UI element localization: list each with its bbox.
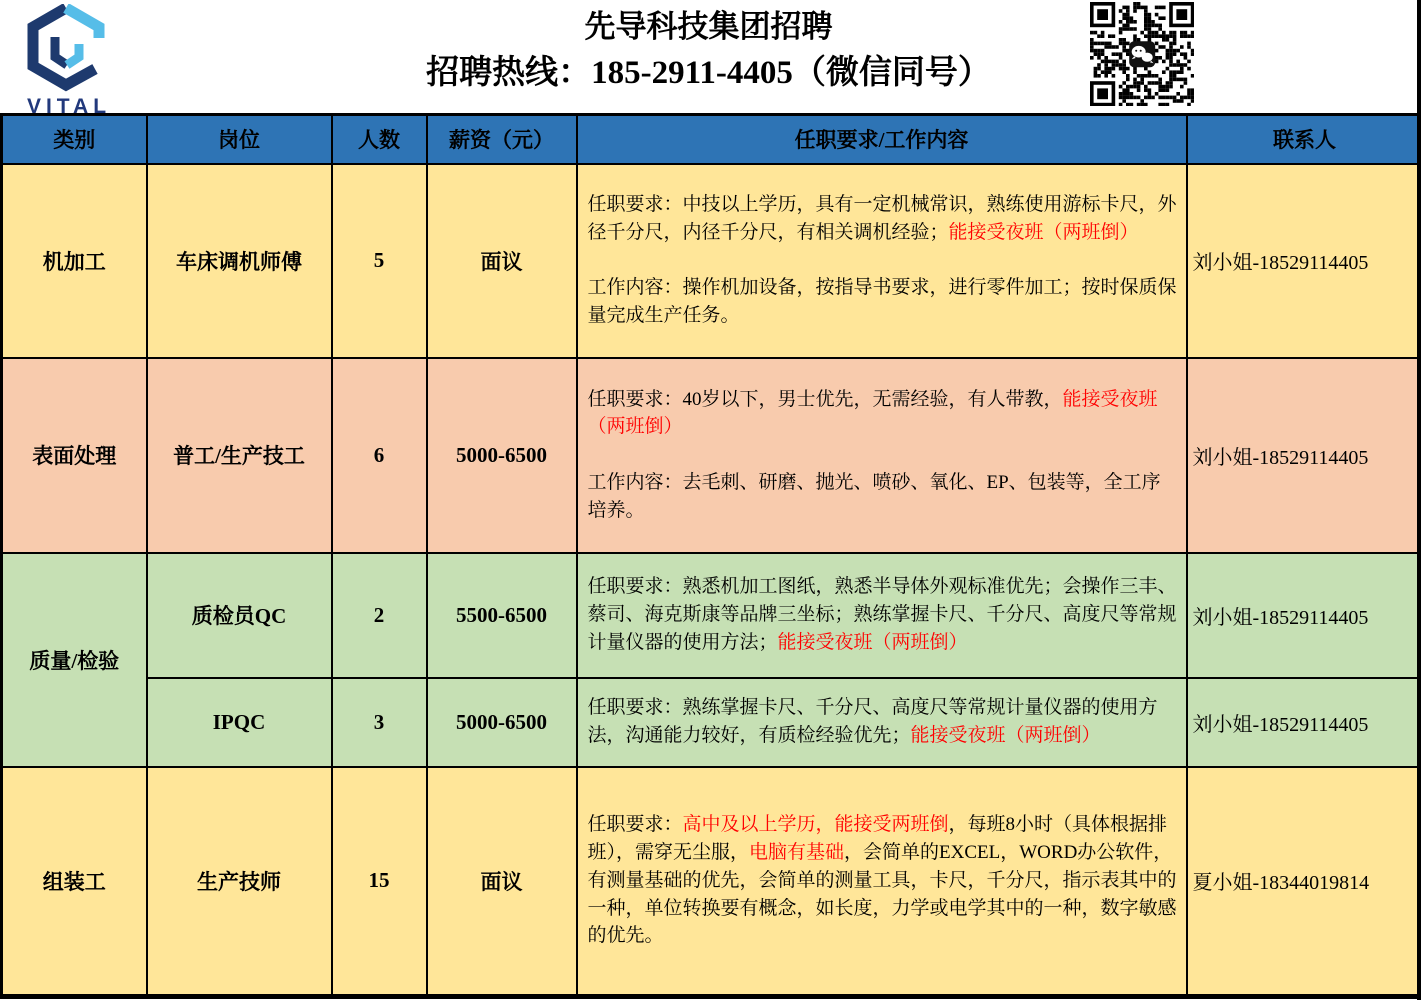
col-header-contact: 联系人 xyxy=(1187,115,1421,164)
requirement-highlight-text: 能接受夜班（两班倒） xyxy=(948,221,1139,243)
salary-cell: 5000-6500 xyxy=(427,678,577,767)
col-header-requirements: 任职要求/工作内容 xyxy=(577,115,1187,164)
requirement-text: 工作内容：操作机加设备，按指导书要求，进行零件加工；按时保质保量完成生产任务。 xyxy=(587,277,1177,327)
banner-titles xyxy=(0,0,1417,97)
table-header-row xyxy=(2,115,1421,164)
headcount-cell: 15 xyxy=(332,767,427,997)
table-row xyxy=(2,358,1421,553)
table-row xyxy=(2,678,1421,767)
requirement-text: ，每班8小时（具体根据排班），需穿无尘服， xyxy=(587,814,1168,864)
headcount-cell: 2 xyxy=(332,553,427,678)
requirement-highlight-text: 高中及以上学历，能接受两班倒 xyxy=(682,814,949,836)
category-cell: 机加工 xyxy=(2,164,147,358)
headcount-cell: 5 xyxy=(332,164,427,358)
salary-cell: 5000-6500 xyxy=(427,358,577,553)
category-cell: 质量/检验 xyxy=(2,553,147,767)
headcount-cell: 3 xyxy=(332,678,427,767)
col-header-category: 类别 xyxy=(2,115,147,164)
contact-cell: 夏小姐-18344019814 xyxy=(1187,767,1421,997)
table-body xyxy=(2,164,1421,997)
requirement-highlight-text: 电脑有基础 xyxy=(749,842,845,864)
position-cell: 质检员QC xyxy=(147,553,332,678)
requirement-text: 任职要求：40岁以下，男士优先，无需经验，有人带教， xyxy=(587,388,1063,410)
requirement-text: 任职要求：熟练掌握卡尺、千分尺、高度尺等常规计量仪器的使用方法，沟通能力较好，有质检经验优先； xyxy=(587,697,1158,746)
table-row xyxy=(2,767,1421,997)
recruitment-table xyxy=(0,113,1421,999)
salary-cell: 面议 xyxy=(427,164,577,358)
requirement-highlight-text: 能接受夜班（两班倒） xyxy=(587,388,1158,438)
requirements-cell xyxy=(577,553,1187,678)
contact-cell: 刘小姐-18529114405 xyxy=(1187,678,1421,767)
requirement-text: 任职要求：熟悉机加工图纸，熟悉半导体外观标准优先；会操作三丰、蔡司、海克斯康等品牌三坐标；熟练掌握卡尺、千分尺、高度尺等常规计量仪器的使用方法； xyxy=(587,576,1177,653)
requirement-highlight-text: 能接受夜班（两班倒） xyxy=(777,631,968,653)
contact-cell: 刘小姐-18529114405 xyxy=(1187,553,1421,678)
logo-wordmark: VITAL xyxy=(26,95,112,118)
table-row xyxy=(2,553,1421,678)
contact-cell: 刘小姐-18529114405 xyxy=(1187,164,1421,358)
page-banner xyxy=(0,0,1417,118)
salary-cell: 面议 xyxy=(427,767,577,997)
page-title: 先导科技集团招聘 xyxy=(584,9,833,44)
col-header-headcount: 人数 xyxy=(332,115,427,164)
requirements-cell xyxy=(577,164,1187,358)
col-header-position: 岗位 xyxy=(147,115,332,164)
requirements-cell xyxy=(577,678,1187,767)
requirement-text: ，会简单的EXCEL，WORD办公软件，有测量基础的优先，会简单的测量工具，卡尺，千分尺，指示表其中的一种，单位转换要有概念，如长度，力学或电学其中的一种，数字敏感的优先。 xyxy=(587,842,1177,947)
hotline-text: 招聘热线：185-2911-4405（微信同号） xyxy=(426,55,991,91)
table-row xyxy=(2,164,1421,358)
requirement-text: 任职要求：中技以上学历，具有一定机械常识，熟练使用游标卡尺，外径千分尺，内径千分尺，有相关调机经验； xyxy=(587,194,1177,243)
requirement-text: 任职要求： xyxy=(587,814,683,836)
salary-cell: 5500-6500 xyxy=(427,553,577,678)
position-cell: 生产技师 xyxy=(147,767,332,997)
position-cell: IPQC xyxy=(147,678,332,767)
contact-cell: 刘小姐-18529114405 xyxy=(1187,358,1421,553)
category-cell: 表面处理 xyxy=(2,358,147,553)
requirements-cell xyxy=(577,767,1187,997)
col-header-salary: 薪资（元） xyxy=(427,115,577,164)
requirements-cell xyxy=(577,358,1187,553)
requirement-highlight-text: 能接受夜班（两班倒） xyxy=(910,725,1101,746)
category-cell: 组装工 xyxy=(2,767,147,997)
requirement-text: 工作内容：去毛刺、研磨、抛光、喷砂、氧化、EP、包装等，全工序培养。 xyxy=(587,471,1161,521)
headcount-cell: 6 xyxy=(332,358,427,553)
wechat-qr-code xyxy=(1090,2,1194,104)
position-cell: 车床调机师傅 xyxy=(147,164,332,358)
position-cell: 普工/生产技工 xyxy=(147,358,332,553)
